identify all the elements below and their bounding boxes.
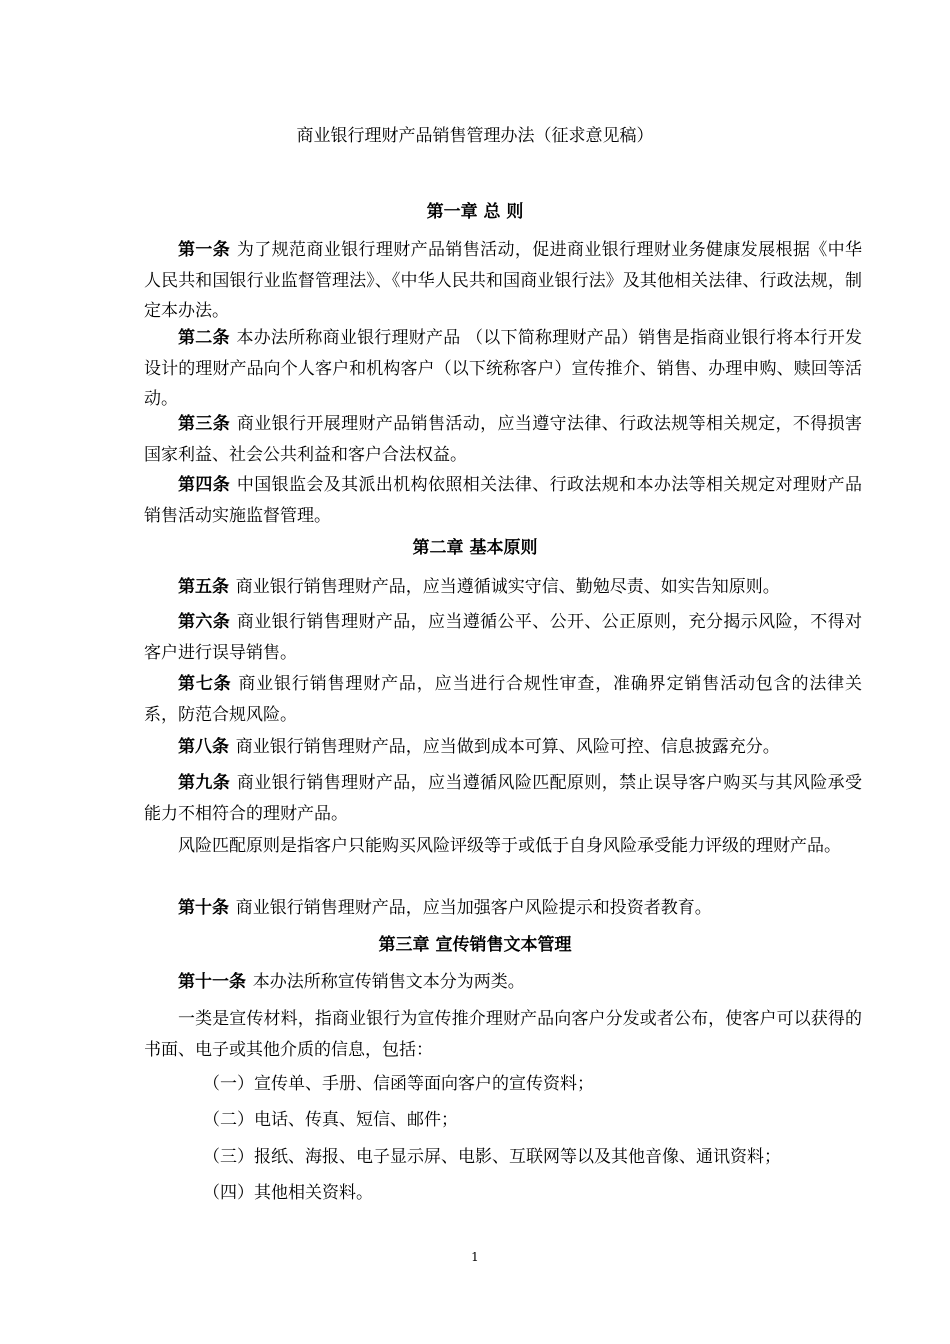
article-text: 商业银行销售理财产品，应当遵循诚实守信、勤勉尽责、如实告知原则。 [235,577,780,597]
article-10 [144,893,862,924]
article-4 [144,470,862,531]
list-item: （四）其他相关资料。 [203,1183,373,1203]
article-label: 第八条 [178,737,229,757]
article-label: 第一条 [178,240,231,260]
article-text: 商业银行销售理财产品，应当进行合规性审查，准确界定销售活动包含的法律关系，防范合规风险。 [144,674,862,725]
article-text: 为了规范商业银行理财产品销售活动，促进商业银行理财业务健康发展根据《中华人民共和国银行业监督管理法》、《中华人民共和国商业银行法》及其他相关法律、行政法规，制定本办法。 [144,240,863,321]
article-label: 第四条 [178,475,231,495]
article-5 [144,572,862,603]
article-label: 第五条 [178,577,229,597]
chapter-1-heading: 第一章 总 则 [426,202,524,222]
article-label: 第七条 [178,674,232,694]
article-11 [144,967,862,998]
article-text: 商业银行销售理财产品，应当遵循公平、公开、公正原则，充分揭示风险，不得对客户进行误导销售。 [144,612,863,663]
list-item: （二）电话、传真、短信、邮件； [203,1110,458,1130]
article-label: 第三条 [178,414,231,434]
page-number: 1 [471,1250,479,1264]
chapter-2-heading: 第二章 基本原则 [412,538,538,558]
chapter-3-heading: 第三章 宣传销售文本管理 [378,935,572,955]
list-item: （三）报纸、海报、电子显示屏、电影、互联网等以及其他音像、通讯资料； [203,1147,781,1167]
article-3 [144,409,862,470]
article-label: 第十一条 [178,972,246,992]
article-7 [144,669,862,730]
article-text: 商业银行销售理财产品，应当遵循风险匹配原则，禁止误导客户购买与其风险承受能力不相符合的理财产品。 [144,773,863,824]
document-title: 商业银行理财产品销售管理办法（征求意见稿） [296,126,654,146]
article-6 [144,607,862,668]
list-item: （一）宣传单、手册、信函等面向客户的宣传资料； [203,1074,594,1094]
article-label: 第十条 [178,898,229,918]
paragraph-text: 风险匹配原则是指客户只能购买风险评级等于或低于自身风险承受能力评级的理财产品。 [178,836,841,856]
article-label: 第九条 [178,773,231,793]
article-11-paragraph [144,1004,862,1065]
article-text: 商业银行销售理财产品，应当加强客户风险提示和投资者教育。 [235,898,712,918]
article-text: 商业银行开展理财产品销售活动，应当遵守法律、行政法规等相关规定，不得损害国家利益、社会公共利益和客户合法权益。 [144,414,863,465]
article-8 [144,732,862,763]
article-2 [144,323,862,415]
article-label: 第六条 [178,612,231,632]
article-9-paragraph [144,831,862,862]
article-1 [144,235,862,327]
article-9 [144,768,862,829]
article-label: 第二条 [178,328,230,348]
article-text: 中国银监会及其派出机构依照相关法律、行政法规和本办法等相关规定对理财产品销售活动实施监督管理。 [144,475,863,526]
article-text: 本办法所称宣传销售文本分为两类。 [252,972,525,992]
article-text: 商业银行销售理财产品，应当做到成本可算、风险可控、信息披露充分。 [235,737,780,757]
article-text: 本办法所称商业银行理财产品 （以下简称理财产品）销售是指商业银行将本行开发设计的理财产品向个人客户和机构客户（以下统称客户）宣传推介、销售、办理申购、赎回等活动。 [144,328,863,409]
paragraph-text: 一类是宣传材料，指商业银行为宣传推介理财产品向客户分发或者公布，使客户可以获得的书面、电子或其他介质的信息，包括： [144,1009,862,1060]
